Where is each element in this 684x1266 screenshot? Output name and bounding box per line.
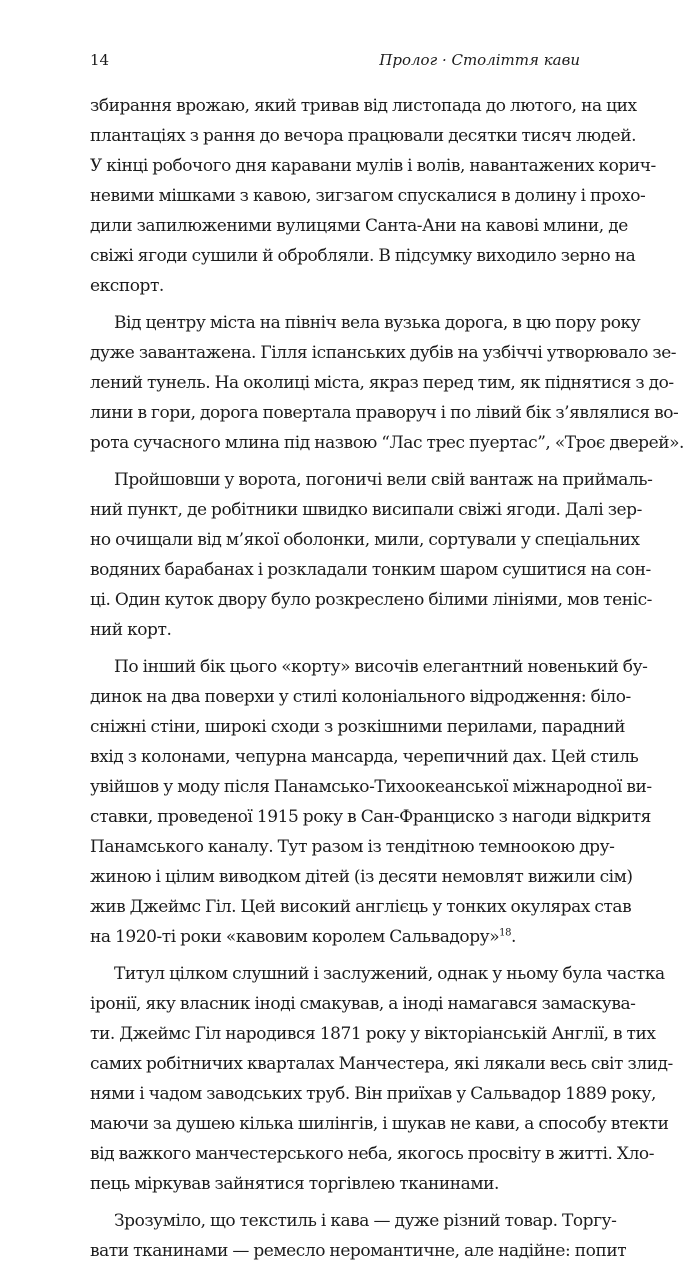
text-line: рота сучасного млина під назвою “Лас трес пуертас”, «Троє дверей». — [90, 433, 684, 453]
text-line: самих робітничих кварталах Манчестера, які лякали весь світ злид- — [90, 1054, 673, 1074]
text-line: вати тканинами — ремесло неромантичне, але надійне: попит — [90, 1241, 627, 1261]
text-line: пець міркував зайнятися торгівлею тканинами. — [90, 1174, 499, 1194]
text-line: дуже завантажена. Гілля іспанських дубів на узбіччі утворювало зе- — [90, 343, 677, 363]
text-line: маючи за душею кілька шилінгів, і шукав не кави, а способу втекти — [90, 1114, 669, 1134]
text-line: плантаціях з рання до вечора працювали десятки тисяч людей. — [90, 126, 637, 146]
text-line: ці. Один куток двору було розкреслено білими лініями, мов теніс- — [90, 590, 652, 610]
text-body — [90, 91, 684, 1266]
text-line: нями і чадом заводських труб. Він приїхав у Сальвадор 1889 року, — [90, 1084, 656, 1104]
footnote-reference[interactable]: 18 — [499, 927, 511, 939]
paragraph — [90, 91, 656, 301]
text-line: ний пункт, де робітники швидко висипали свіжі ягоди. Далі зер- — [90, 500, 642, 520]
paragraph — [90, 652, 652, 952]
paragraph — [90, 308, 684, 458]
text-line: збирання врожаю, який тривав від листопада до лютого, на цих — [90, 96, 637, 116]
paragraph — [90, 959, 673, 1199]
text-line: вхід з колонами, чепурна мансарда, черепичний дах. Цей стиль — [90, 747, 639, 767]
text-line: від важкого манчестерського неба, якогось просвіту в житті. Хло- — [90, 1144, 655, 1164]
running-head: Пролог · Століття кави — [379, 51, 580, 69]
text-line: Пройшовши у ворота, погоничі вели свій вантаж на приймаль- — [114, 470, 653, 490]
sentence-end: . — [510, 927, 516, 947]
text-line: увійшов у моду після Панамсько-Тихоокеанської міжнародної ви- — [90, 777, 652, 797]
text-line-content: на 1920-ті роки «кавовим королем Сальвадору» — [90, 927, 500, 947]
text-line: но очищали від м’якої оболонки, мили, сортували у спеціальних — [90, 530, 640, 550]
text-line: Панамського каналу. Тут разом із тендітною темноокою дру- — [90, 837, 615, 857]
text-line: свіжі ягоди сушили й обробляли. В підсумку виходило зерно на — [90, 246, 636, 266]
text-line: У кінці робочого дня каравани мулів і волів, навантажених корич- — [90, 156, 656, 176]
text-line: лений тунель. На околиці міста, якраз перед тим, як піднятися з до- — [90, 373, 674, 393]
text-line: Від центру міста на північ вела вузька дорога, в цю пору року — [114, 313, 641, 333]
paragraph — [90, 465, 653, 645]
text-line: Титул цілком слушний і заслужений, однак у ньому була частка — [114, 964, 665, 984]
paragraph — [90, 1206, 627, 1266]
text-line: дили запилюженими вулицями Санта-Ани на кавові млини, де — [90, 216, 628, 236]
text-line: іронії, яку власник іноді смакував, а іноді намагався замаскува- — [90, 994, 636, 1014]
text-line: сніжні стіни, широкі сходи з розкішними перилами, парадний — [90, 717, 625, 737]
text-line: водяних барабанах і розкладали тонким шаром сушитися на сон- — [90, 560, 651, 580]
text-line: жив Джеймс Гіл. Цей високий англієць у тонких окулярах став — [90, 897, 632, 917]
page-number: 14 — [90, 51, 110, 69]
text-line: ти. Джеймс Гіл народився 1871 року у вікторіанській Англії, в тих — [90, 1024, 656, 1044]
text-line: динок на два поверхи у стилі колоніального відродження: біло- — [90, 687, 631, 707]
text-line — [90, 922, 580, 952]
text-line: Зрозуміло, що текстиль і кава — дуже різний товар. Торгу- — [114, 1211, 617, 1231]
text-line: лини в гори, дорога повертала праворуч і по лівий бік з’являлися во- — [90, 403, 679, 423]
text-line: невими мішками з кавою, зигзагом спускалися в долину і прохо- — [90, 186, 646, 206]
text-line: експорт. — [90, 276, 164, 296]
text-line: По інший бік цього «корту» височів елегантний новенький бу- — [114, 657, 648, 677]
text-line: ставки, проведеної 1915 року в Сан-Франциско з нагоди відкритя — [90, 807, 651, 827]
text-line: ний корт. — [90, 620, 172, 640]
text-line: жиною і цілим виводком дітей (із десяти немовлят вижили сім) — [90, 867, 633, 887]
